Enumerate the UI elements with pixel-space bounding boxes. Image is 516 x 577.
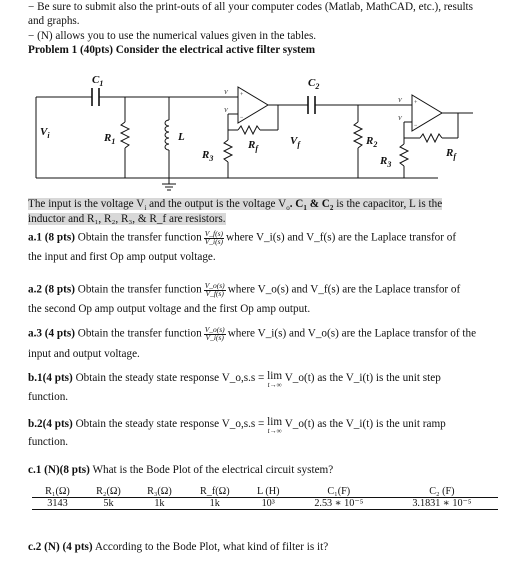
- question-b1-line1: b.1(4 pts) Obtain the steady state response V_o,s.s = lim t→∞ V_o(t) as the V_i(t) is the unit step: [28, 370, 441, 389]
- question-c1: c.1 (N)(8 pts) What is the Bode Plot of the electrical circuit system?: [28, 464, 334, 476]
- question-a3-line2: input and output voltage.: [28, 348, 140, 360]
- r2-label: $R_2$: [366, 135, 378, 149]
- table-header-cell: R₂(Ω): [83, 486, 134, 498]
- question-b2-line2: function.: [28, 436, 69, 448]
- table-cell: 2.53 ∗ 10⁻⁵: [314, 498, 364, 509]
- table-cell: 10³: [261, 498, 275, 509]
- c2-label: $C_2$: [308, 77, 320, 91]
- question-c2: c.2 (N) (4 pts) According to the Bode Plot, what kind of filter is it?: [28, 541, 329, 553]
- question-a2-line2: the second Op amp output voltage and the first Op amp output.: [28, 303, 311, 315]
- note-numerical-values: − (N) allows you to use the numerical values given in the tables.: [28, 30, 317, 42]
- problem-title: Problem 1 (40pts) Consider the electrical active filter system: [28, 44, 316, 56]
- svg-text:−: −: [240, 115, 244, 121]
- component-values-table: [32, 486, 498, 510]
- note-submit-line2: and graphs.: [28, 15, 80, 27]
- note-submit-line1: − Be sure to submit also the print-outs of all your computer codes (Matlab, MathCAD, etc.), results: [28, 1, 474, 13]
- table-row: [32, 498, 498, 510]
- r3b-label: $R_3$: [380, 155, 392, 169]
- l-label: L: [178, 131, 185, 143]
- circuit-diagram: [28, 58, 498, 198]
- rf2-label: $R_f$: [446, 147, 457, 161]
- question-b1-line2: function.: [28, 391, 69, 403]
- vf-label: $V_f$: [290, 135, 301, 149]
- svg-text:−: −: [414, 123, 418, 129]
- question-a2-line1: a.2 (8 pts) Obtain the transfer function $\frac{V\_o(s)}{V\_f(s)}$ where V_o(s) and V_f(s) are the Laplace transfor of: [28, 281, 461, 298]
- rf1-label: $R_f$: [248, 139, 259, 153]
- table-cell: 1k: [209, 498, 220, 509]
- table-cell: 1k: [154, 498, 165, 509]
- svg-text:V: V: [224, 90, 228, 96]
- table-header-cell: C₁(F): [292, 486, 386, 498]
- svg-text:+: +: [414, 100, 418, 106]
- table-header-cell: C₂ (F): [386, 486, 498, 498]
- c1-label: $C_1$: [92, 74, 104, 88]
- question-a3-line1: a.3 (4 pts) Obtain the transfer function $\frac{V\_o(s)}{V\_i(s)}$ where V_i(s) and V_o(s) are the Laplace transfor of the: [28, 325, 477, 342]
- question-a1-line2: the input and first Op amp output voltage.: [28, 251, 216, 263]
- question-b2-line1: b.2(4 pts) Obtain the steady state response V_o,s.s = lim t→∞ V_o(t) as the V_i(t) is the unit ramp: [28, 416, 446, 435]
- table-header-cell: L (H): [245, 486, 292, 498]
- description-line2: inductor and R₁, R₂, R₃, & R_f are resistors.: [28, 213, 226, 225]
- table-header-cell: R_f(Ω): [185, 486, 245, 498]
- description-line1: The input is the voltage $V_i$ and the output is the voltage $V_o$. $C_1$ & $C_2$ is the capacitor, L is the: [28, 198, 443, 213]
- table-header-cell: R₁(Ω): [32, 486, 83, 498]
- svg-text:V: V: [398, 98, 402, 104]
- table-cell: 3143: [47, 498, 68, 509]
- table-cell: 5k: [103, 498, 114, 509]
- question-a1-line1: a.1 (8 pts) Obtain the transfer function $\frac{V\_f(s)}{V\_i(s)}$ where V_i(s) and V_f(s) are the Laplace transfor of: [28, 229, 457, 246]
- svg-text:V: V: [224, 108, 228, 114]
- table-header-cell: R₃(Ω): [134, 486, 185, 498]
- r3a-label: $R_3$: [202, 149, 214, 163]
- svg-text:V: V: [398, 116, 402, 122]
- table-cell: 3.1831 ∗ 10⁻⁵: [412, 498, 472, 509]
- vi-label: $V_i$: [40, 126, 50, 140]
- svg-text:+: +: [240, 92, 244, 98]
- r1-label: $R_1$: [104, 132, 116, 146]
- table-header-row: [32, 486, 498, 498]
